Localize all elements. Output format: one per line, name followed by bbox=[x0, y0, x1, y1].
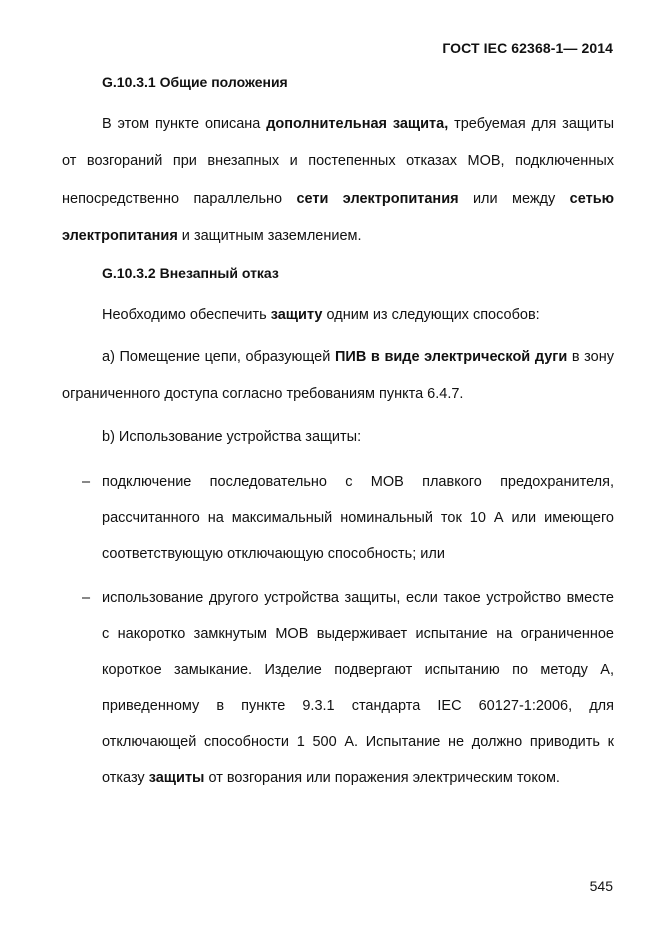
text-run: подключение последовательно с МОВ плавкого предохранителя, рассчитанного на максимальный номинальный ток 10 А или имеющего соответствующую отключающую способность; или bbox=[102, 474, 614, 562]
text-run: a) Помещение цепи, образующей bbox=[102, 349, 335, 365]
bullet-text bbox=[102, 464, 614, 572]
dash-marker: – bbox=[82, 474, 91, 490]
text-run: В этом пункте описана bbox=[102, 116, 267, 132]
paragraph-item-b: b) Использование устройства защиты: bbox=[102, 429, 362, 445]
page-number: 545 bbox=[589, 878, 613, 894]
term-bold: ПИВ в виде электрической дуги bbox=[334, 349, 568, 365]
paragraph-intro bbox=[102, 307, 540, 323]
bullet-item-fuse bbox=[62, 464, 614, 572]
term-bold: защиты bbox=[148, 770, 205, 786]
section-heading-sudden-failure: G.10.3.2 Внезапный отказ bbox=[102, 265, 279, 281]
text-run: использование другого устройства защиты, если такое устройство вместе с накоротко замкнутым МОВ выдерживает испытание на ограниченное короткое замыкание. Изделие подвергают испытанию по методу А, приведенному в пункте 9.3.1 стандарта IEC 60127-1:2006, для отключающей способности 1 500 А. Испытание не должно приводить к отказу bbox=[102, 590, 614, 786]
text-run: в зону ограниченного доступа согласно требованиям пункта 6.4.7. bbox=[62, 349, 614, 403]
text-run: или между bbox=[458, 190, 570, 207]
document-header: ГОСТ IEC 62368-1— 2014 bbox=[442, 40, 613, 56]
bullet-item-other-device bbox=[62, 580, 614, 796]
paragraph-item-a bbox=[62, 339, 614, 414]
bullet-text bbox=[102, 580, 614, 796]
section-heading-general: G.10.3.1 Общие положения bbox=[102, 74, 288, 90]
dash-marker: – bbox=[82, 590, 91, 606]
text-run: требуемая для защиты от возгораний при внезапных и постепенных отказах МОВ, подключенных непосредственно параллельно bbox=[62, 116, 614, 207]
text-run: от возгорания или поражения электрическим током. bbox=[204, 770, 560, 786]
paragraph-general-provisions bbox=[62, 106, 614, 255]
term-bold: сети электропитания bbox=[296, 190, 459, 207]
text-run: и защитным заземлением. bbox=[177, 227, 362, 244]
term-bold: защиту bbox=[270, 307, 323, 323]
text-run: одним из следующих способов: bbox=[322, 307, 540, 323]
term-bold: дополнительная защита, bbox=[266, 116, 449, 132]
text-run: Необходимо обеспечить bbox=[102, 307, 271, 323]
term-bold: сетью электропитания bbox=[62, 190, 614, 244]
